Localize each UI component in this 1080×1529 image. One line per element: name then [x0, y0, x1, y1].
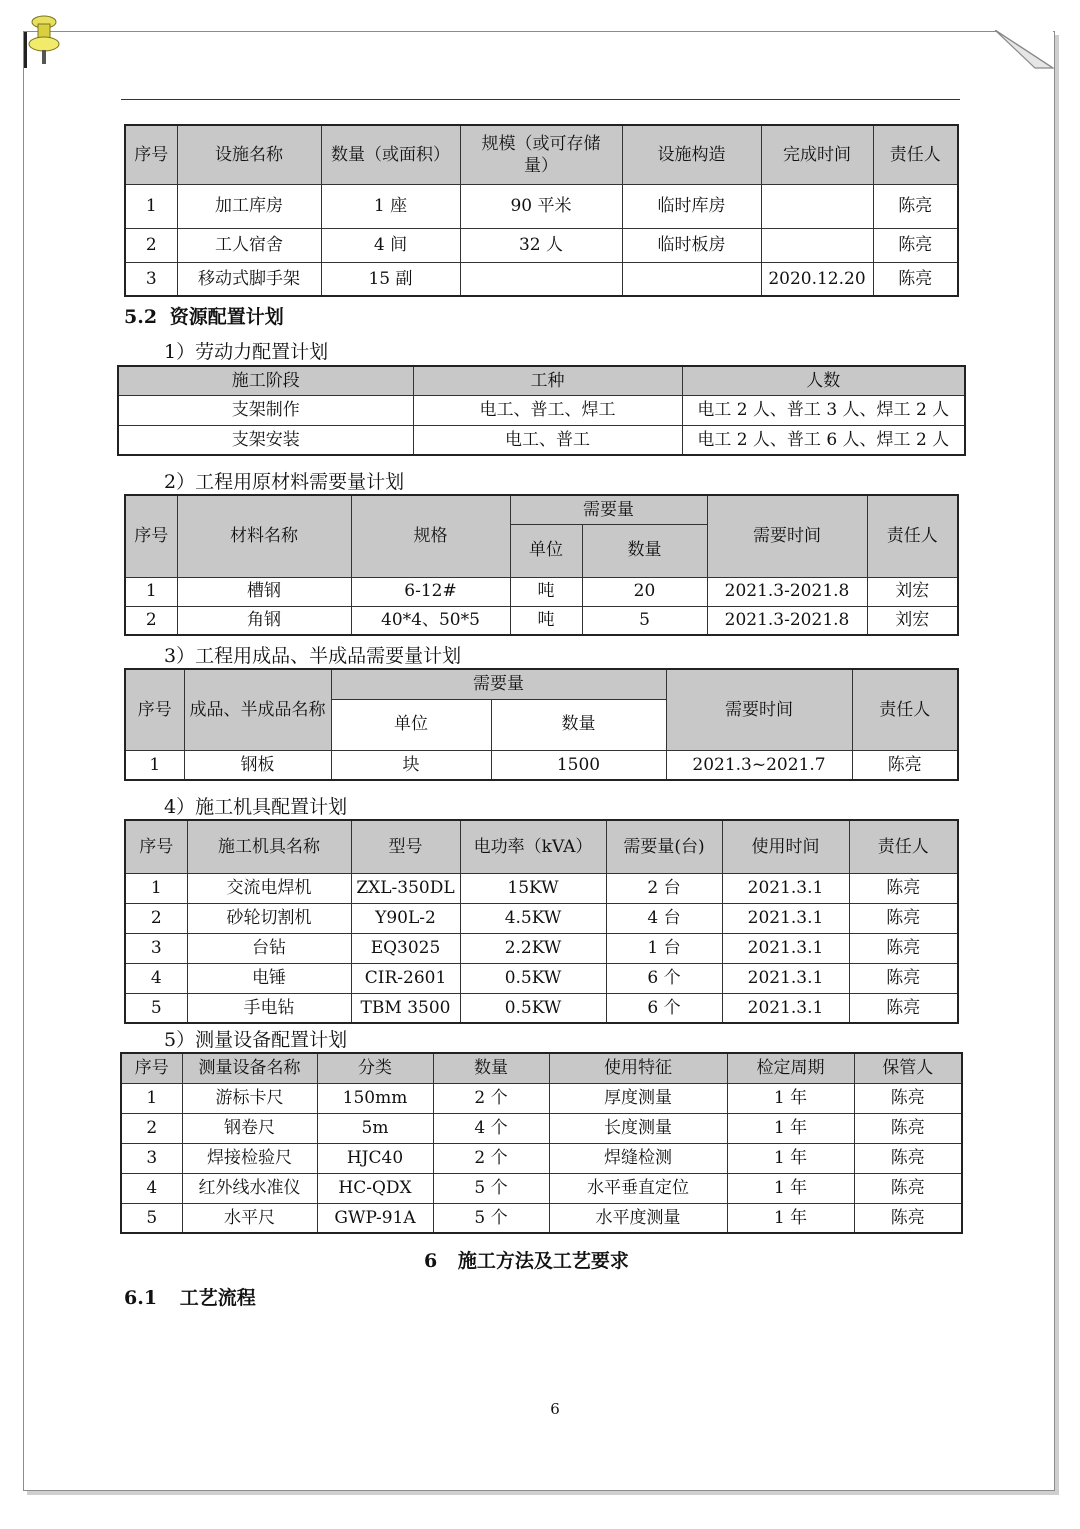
- table-row: [125, 184, 958, 228]
- table-cell: 钢卷尺: [182, 1113, 317, 1143]
- table-row: [121, 1083, 962, 1113]
- section-5-2-heading: [124, 302, 284, 329]
- table-cell: 2: [125, 903, 187, 933]
- header-cell: 检定周期: [727, 1053, 854, 1083]
- table-cell: 1 年: [727, 1143, 854, 1173]
- table-cell: 电工 2 人、普工 6 人、焊工 2 人: [682, 425, 965, 455]
- header-cell: 使用时间: [722, 820, 849, 873]
- table-cell: 2: [125, 228, 177, 262]
- table-header-row: [125, 495, 958, 524]
- table-cell: CIR-2601: [351, 963, 460, 993]
- facility-table: [124, 124, 959, 297]
- table-cell: 2021.3~2021.7: [666, 750, 852, 780]
- section-number: 6.1: [124, 1287, 158, 1309]
- header-cell: 责任人: [852, 669, 958, 750]
- table-cell: 32 人: [460, 228, 622, 262]
- table-cell: 电工 2 人、普工 3 人、焊工 2 人: [682, 395, 965, 425]
- table-cell: 陈亮: [854, 1143, 962, 1173]
- measure-table: [120, 1052, 963, 1234]
- table-cell: 电工、普工: [413, 425, 682, 455]
- page-corner-fold-icon: [995, 30, 1055, 70]
- table-cell: 红外线水准仪: [182, 1173, 317, 1203]
- table-cell: 5m: [317, 1113, 433, 1143]
- material-table: [124, 494, 959, 636]
- table-cell: 吨: [510, 606, 582, 635]
- table-cell: 4 个: [433, 1113, 549, 1143]
- table-cell: 90 平米: [460, 184, 622, 228]
- page-number: 6: [550, 1400, 560, 1418]
- header-cell: 数量: [433, 1053, 549, 1083]
- table-cell: 5: [125, 993, 187, 1023]
- table-cell: 0.5KW: [460, 993, 606, 1023]
- table-cell: TBM 3500: [351, 993, 460, 1023]
- header-cell: 序号: [125, 669, 184, 750]
- table-cell: 3: [125, 262, 177, 296]
- header-cell: 设施名称: [177, 125, 321, 184]
- chapter-6-heading: [424, 1246, 629, 1273]
- table-cell: 刘宏: [867, 577, 958, 606]
- header-cell: 数量（或面积）: [321, 125, 460, 184]
- section-title: 工艺流程: [179, 1287, 256, 1309]
- chapter-number: 6: [424, 1250, 438, 1272]
- table-cell: 支架安装: [118, 425, 413, 455]
- table-cell: 陈亮: [873, 184, 958, 228]
- table-cell: 2.2KW: [460, 933, 606, 963]
- header-cell: 数量: [582, 524, 707, 577]
- table-cell: 1 座: [321, 184, 460, 228]
- table-cell: 陈亮: [873, 228, 958, 262]
- table-cell: 陈亮: [854, 1083, 962, 1113]
- product-table: [124, 668, 959, 781]
- table-cell: 4: [125, 963, 187, 993]
- header-rule: [121, 99, 960, 100]
- table-cell: 临时库房: [622, 184, 761, 228]
- table-cell: 电工、普工、焊工: [413, 395, 682, 425]
- table-cell: 移动式脚手架: [177, 262, 321, 296]
- table-cell: 刘宏: [867, 606, 958, 635]
- table-cell: 1: [125, 577, 177, 606]
- table-cell: 陈亮: [849, 873, 958, 903]
- table-cell: 2021.3.1: [722, 963, 849, 993]
- pushpin-icon: [22, 14, 62, 70]
- header-cell: 电功率（kVA）: [460, 820, 606, 873]
- table-cell: 吨: [510, 577, 582, 606]
- table-cell: 陈亮: [849, 933, 958, 963]
- header-cell: 单位: [510, 524, 582, 577]
- header-cell: 施工机具名称: [187, 820, 351, 873]
- header-cell: 单位: [331, 699, 491, 750]
- subheading-labor: 1）劳动力配置计划: [164, 341, 329, 363]
- subheading-material: 2）工程用原材料需要量计划: [164, 471, 405, 493]
- table-cell: 150mm: [317, 1083, 433, 1113]
- table-header-row: [121, 1053, 962, 1083]
- table-cell: 5: [121, 1203, 182, 1233]
- header-cell: 分类: [317, 1053, 433, 1083]
- table-cell: 砂轮切割机: [187, 903, 351, 933]
- table-cell: 2 台: [606, 873, 722, 903]
- table-cell: 陈亮: [854, 1203, 962, 1233]
- table-cell: 1 年: [727, 1083, 854, 1113]
- table-cell: 4.5KW: [460, 903, 606, 933]
- machine-table: [124, 819, 959, 1024]
- table-cell: 陈亮: [849, 903, 958, 933]
- table-cell: 15 副: [321, 262, 460, 296]
- table-cell: HC-QDX: [317, 1173, 433, 1203]
- header-cell: 序号: [125, 125, 177, 184]
- table-cell: 水平垂直定位: [549, 1173, 727, 1203]
- table-cell: [761, 228, 873, 262]
- labor-table: [117, 365, 966, 456]
- header-cell: 序号: [121, 1053, 182, 1083]
- table-cell: 6-12#: [351, 577, 510, 606]
- table-row: [125, 750, 958, 780]
- table-row: [125, 873, 958, 903]
- header-cell: 规模（或可存储量）: [460, 125, 622, 184]
- table-cell: 电锤: [187, 963, 351, 993]
- table-cell: 0.5KW: [460, 963, 606, 993]
- table-cell: 2 个: [433, 1143, 549, 1173]
- table-cell: 工人宿舍: [177, 228, 321, 262]
- table-row: [118, 395, 965, 425]
- table-cell: 水平尺: [182, 1203, 317, 1233]
- table-row: [121, 1203, 962, 1233]
- table-cell: 3: [121, 1143, 182, 1173]
- table-cell: 游标卡尺: [182, 1083, 317, 1113]
- table-cell: 4: [121, 1173, 182, 1203]
- header-cell: 需要量(台): [606, 820, 722, 873]
- header-cell: 责任人: [873, 125, 958, 184]
- table-cell: 2021.3.1: [722, 993, 849, 1023]
- table-cell: 5: [582, 606, 707, 635]
- table-header-row: [125, 669, 958, 699]
- table-row: [125, 262, 958, 296]
- table-cell: 槽钢: [177, 577, 351, 606]
- header-cell: 设施构造: [622, 125, 761, 184]
- header-cell: 成品、半成品名称: [184, 669, 331, 750]
- table-cell: 2021.3-2021.8: [707, 606, 867, 635]
- table-row: [118, 425, 965, 455]
- header-cell: 需要时间: [666, 669, 852, 750]
- header-cell: 需要时间: [707, 495, 867, 577]
- table-cell: 块: [331, 750, 491, 780]
- table-cell: 厚度测量: [549, 1083, 727, 1113]
- section-6-1-heading: [124, 1283, 256, 1310]
- table-cell: 加工库房: [177, 184, 321, 228]
- table-cell: [761, 184, 873, 228]
- subheading-machine: 4）施工机具配置计划: [164, 796, 348, 818]
- table-cell: 陈亮: [854, 1173, 962, 1203]
- table-cell: 手电钻: [187, 993, 351, 1023]
- table-cell: 1: [121, 1083, 182, 1113]
- header-cell: 材料名称: [177, 495, 351, 577]
- subheading-measure: 5）测量设备配置计划: [164, 1029, 348, 1051]
- header-cell: 保管人: [854, 1053, 962, 1083]
- header-cell: 需要量: [331, 669, 666, 699]
- header-cell: 型号: [351, 820, 460, 873]
- chapter-title: 施工方法及工艺要求: [457, 1250, 629, 1272]
- table-cell: [622, 262, 761, 296]
- table-cell: Y90L-2: [351, 903, 460, 933]
- table-cell: 6 个: [606, 963, 722, 993]
- table-cell: 临时板房: [622, 228, 761, 262]
- table-row: [125, 577, 958, 606]
- table-cell: 4 间: [321, 228, 460, 262]
- table-cell: 2021.3.1: [722, 933, 849, 963]
- table-cell: 台钻: [187, 933, 351, 963]
- table-cell: 2 个: [433, 1083, 549, 1113]
- table-cell: 2: [125, 606, 177, 635]
- table-cell: GWP-91A: [317, 1203, 433, 1233]
- section-title: 资源配置计划: [169, 306, 284, 328]
- header-cell: 序号: [125, 495, 177, 577]
- table-cell: 1 年: [727, 1173, 854, 1203]
- table-cell: 20: [582, 577, 707, 606]
- header-cell: 使用特征: [549, 1053, 727, 1083]
- subheading-product: 3）工程用成品、半成品需要量计划: [164, 645, 462, 667]
- table-cell: 1 年: [727, 1113, 854, 1143]
- table-cell: 3: [125, 933, 187, 963]
- table-cell: 1: [125, 184, 177, 228]
- table-row: [125, 933, 958, 963]
- header-cell: 工种: [413, 366, 682, 395]
- table-cell: 陈亮: [849, 963, 958, 993]
- header-cell: 责任人: [849, 820, 958, 873]
- section-number: 5.2: [124, 306, 158, 328]
- table-cell: 2: [121, 1113, 182, 1143]
- table-row: [125, 228, 958, 262]
- table-cell: 交流电焊机: [187, 873, 351, 903]
- header-cell: 责任人: [867, 495, 958, 577]
- table-cell: 1 年: [727, 1203, 854, 1233]
- table-header-row: [125, 125, 958, 184]
- table-cell: 1: [125, 750, 184, 780]
- table-cell: 2021.3.1: [722, 873, 849, 903]
- header-cell: 测量设备名称: [182, 1053, 317, 1083]
- table-cell: 4 台: [606, 903, 722, 933]
- table-cell: 15KW: [460, 873, 606, 903]
- table-row: [125, 903, 958, 933]
- table-cell: EQ3025: [351, 933, 460, 963]
- header-cell: 施工阶段: [118, 366, 413, 395]
- table-cell: 焊缝检测: [549, 1143, 727, 1173]
- table-row: [121, 1173, 962, 1203]
- table-header-row: [125, 820, 958, 873]
- table-header-row: [118, 366, 965, 395]
- header-cell: 人数: [682, 366, 965, 395]
- table-row: [121, 1113, 962, 1143]
- table-cell: 2020.12.20: [761, 262, 873, 296]
- table-row: [121, 1143, 962, 1173]
- table-cell: 40*4、50*5: [351, 606, 510, 635]
- header-cell: 完成时间: [761, 125, 873, 184]
- table-cell: 陈亮: [854, 1113, 962, 1143]
- table-row: [125, 993, 958, 1023]
- table-cell: 1500: [491, 750, 666, 780]
- table-cell: 角钢: [177, 606, 351, 635]
- table-cell: 钢板: [184, 750, 331, 780]
- header-cell: 需要量: [510, 495, 707, 524]
- table-cell: ZXL-350DL: [351, 873, 460, 903]
- table-cell: 水平度测量: [549, 1203, 727, 1233]
- table-cell: 5 个: [433, 1173, 549, 1203]
- header-cell: 数量: [491, 699, 666, 750]
- table-row: [125, 963, 958, 993]
- header-cell: 序号: [125, 820, 187, 873]
- table-cell: HJC40: [317, 1143, 433, 1173]
- table-cell: [460, 262, 622, 296]
- table-cell: 2021.3-2021.8: [707, 577, 867, 606]
- table-cell: 陈亮: [849, 993, 958, 1023]
- table-cell: 1 台: [606, 933, 722, 963]
- table-cell: 陈亮: [873, 262, 958, 296]
- table-cell: 1: [125, 873, 187, 903]
- table-cell: 焊接检验尺: [182, 1143, 317, 1173]
- table-cell: 5 个: [433, 1203, 549, 1233]
- header-cell: 规格: [351, 495, 510, 577]
- table-cell: 6 个: [606, 993, 722, 1023]
- table-cell: 陈亮: [852, 750, 958, 780]
- table-row: [125, 606, 958, 635]
- table-cell: 支架制作: [118, 395, 413, 425]
- table-cell: 2021.3.1: [722, 903, 849, 933]
- table-cell: 长度测量: [549, 1113, 727, 1143]
